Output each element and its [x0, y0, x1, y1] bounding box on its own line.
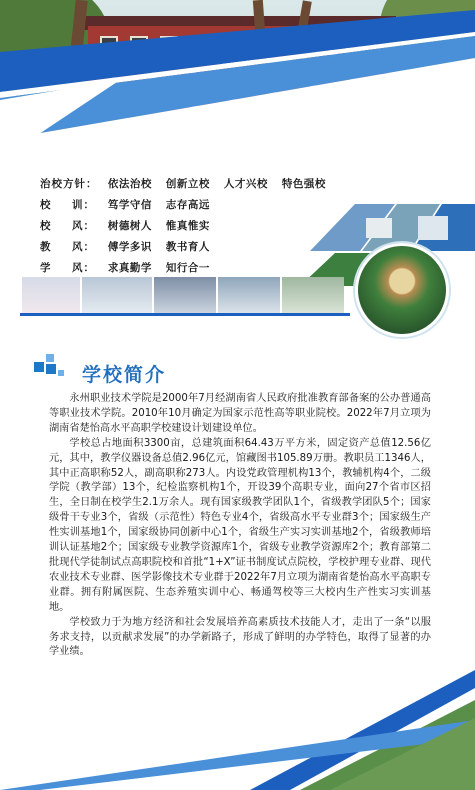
photo-outdoor — [282, 277, 344, 315]
motto-school-ethos: 校 风： 树德树人 惟真惟实 — [40, 220, 210, 232]
paragraph: 永州职业技术学院是2000年7月经湖南省人民政府批准教育部备案的公办普通高等职业技术学院。2010年10月确定为国家示范性高等职业院校。2022年7月立项为湖南省楚怡高水平高职学校建设计划建设单位。 — [49, 393, 431, 434]
section-heading-icon — [34, 354, 64, 384]
motto-teaching-ethos: 教 风： 傅学多识 教书育人 — [40, 241, 210, 253]
campus-aerial-photo — [355, 243, 449, 337]
photo-nurses — [22, 277, 80, 315]
motto-motto: 校 训： 笃学守信 志存高远 — [40, 199, 210, 211]
motto-study-ethos: 学 风： 求真勤学 知行合一 — [40, 262, 210, 274]
bottom-blue-bands — [0, 660, 475, 790]
strip-underline — [20, 312, 350, 318]
motto-policy: 治校方针： 依法治校 创新立校 人才兴校 特色强校 — [40, 178, 326, 190]
photo-lab — [82, 277, 152, 315]
paragraph: 学校致力于为地方经济和社会发展培养高素质技术技能人才，走出了一条“以服务求支持，以贡献求发展”的办学新路子，形成了鲜明的办学特色，取得了显著的办学业绩。 — [49, 616, 431, 658]
paragraph: 学校总占地面积3300亩，总建筑面积64.43万平方米，固定资产总值12.56亿元，其中，教学仪器设备总值2.96亿元，馆藏图书105.89万册。教职员工1346人，其中正高职称52人，副高职称273人。内设党政管理机构13个，教辅机构4个，二级学院（教学部）13个，纪检监察机构1个，开设39个高职专业，面向27个省市区招生，全日制在校学生2.1万余人。现有国家级教学团队1个，省级教学团队5个；国家级骨干专业3个，省级（示范性）特色专业4个，省级高水平专业群3个；国家级生产性实训基地1个，国家级协同创新中心1个，省级生产实习实训基地2个，省级教师培训认证基地2个；国家级专业教学资源库1个，省级专业教学资源库2个；教育部第二批现代学徒制试点高职院校和首批“1+X”证书制度试点院校，学校护理专业群、现代农业技术专业群、医学影像技术专业群于2022年7月立项为湖南省楚怡高水平高职专业群。拥有附属医院、生态养殖实训中心、畅通驾校等三大校内生产性实习实训基地。 — [49, 437, 431, 613]
intro-text — [49, 392, 431, 660]
top-blue-bands — [0, 0, 475, 200]
photo-training — [218, 277, 280, 315]
section-title: 学校简介 — [82, 364, 167, 386]
photo-classroom — [154, 277, 216, 315]
